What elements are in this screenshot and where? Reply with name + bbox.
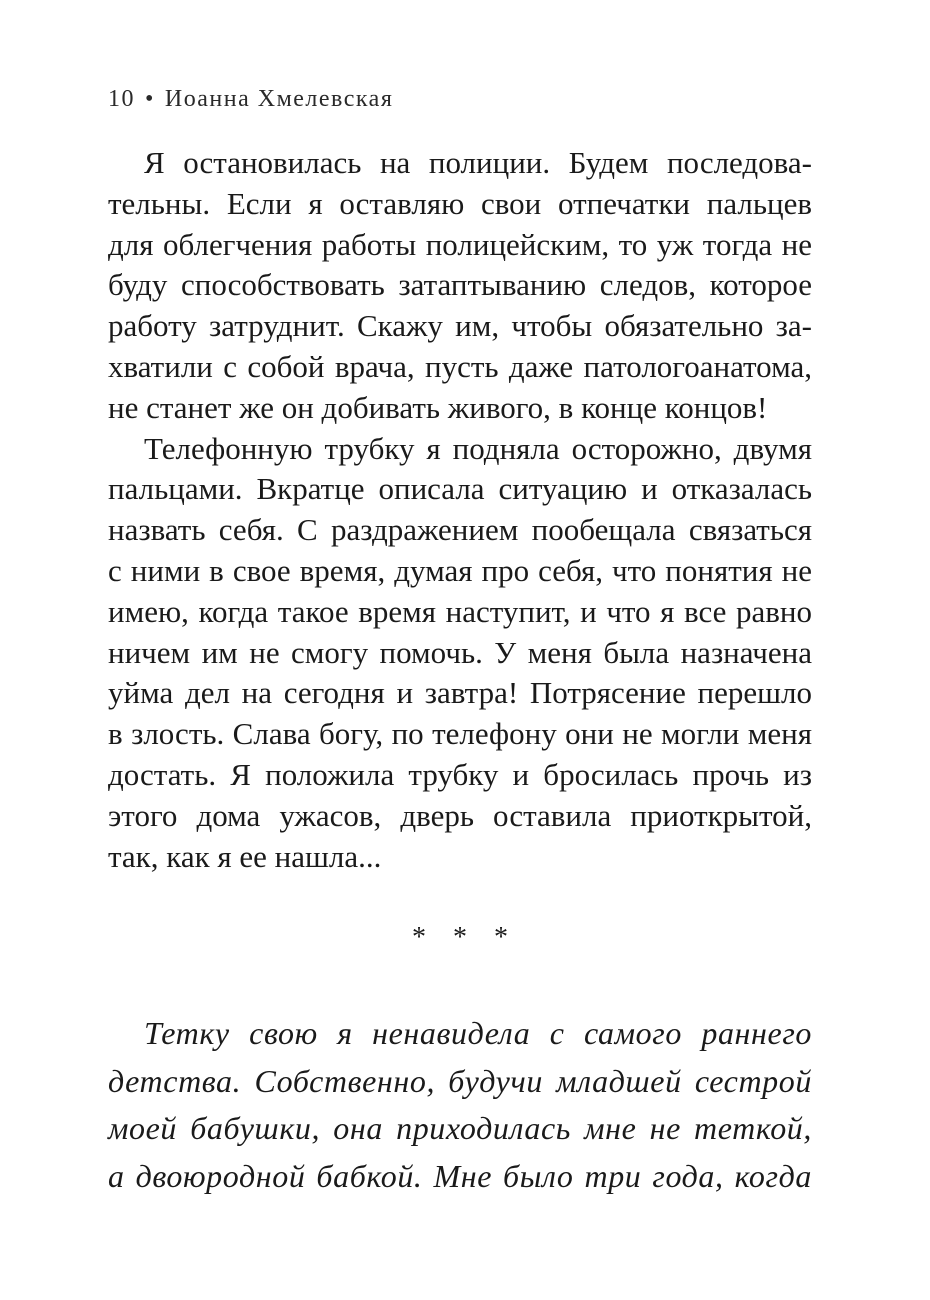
text-line: достать. Я положила трубку и бросилась прочь из [108,756,812,792]
text-line: моей бабушки, она приходилась мне не теткой, [108,1110,812,1146]
text-line: тельны. Если я оставляю свои отпечатки пальцев [108,185,812,221]
text-line: буду способствовать затаптыванию следов, которое [108,267,812,303]
text-line: не станет же он добивать живого, в конце концов! [108,389,768,425]
text-line: назвать себя. С раздражением пообещала связаться [108,512,812,548]
text-line: имею, когда такое время наступит, и что я все равно [108,593,812,629]
text-line: так, как я ее нашла... [108,838,382,874]
text-line: Телефонную трубку я подняла осторожно, двумя [144,430,812,466]
text-line: с ними в свое время, думая про себя, что понятия не [108,552,812,588]
header-separator: • [145,86,155,112]
text-line: работу затруднит. Скажу им, чтобы обязательно за- [108,308,812,344]
author-name: Иоанна Хмелевская [164,86,394,112]
text-line: в злость. Слава богу, по телефону они не могли меня [108,716,812,752]
text-line: детства. Собственно, будучи младшей сестрой [108,1062,812,1099]
text-line: этого дома ужасов, дверь оставила приоткрытой, [108,797,812,833]
text-line: Я остановилась на полиции. Будем последова- [144,145,812,180]
running-head [108,86,393,113]
text-line: для облегчения работы полицейским, то уж тогда не [108,226,812,262]
text-line: ничем им не смогу помочь. У меня была назначена [108,634,812,670]
text-line: хватили с собой врача, пусть даже патологоанатома, [108,348,812,384]
text-line: Тетку свою я ненавидела с самого раннего [144,1015,812,1051]
text-line: уйма дел на сегодня и завтра! Потрясение перешло [108,675,812,711]
text-line: пальцами. Вкратце описала ситуацию и отказалась [108,471,812,507]
body-text [108,143,812,877]
text-line: а двоюродной бабкой. Мне было три года, когда [108,1157,812,1194]
page-number: 10 [108,86,135,112]
italic-text [108,1010,812,1200]
section-break: * * * [412,922,518,953]
